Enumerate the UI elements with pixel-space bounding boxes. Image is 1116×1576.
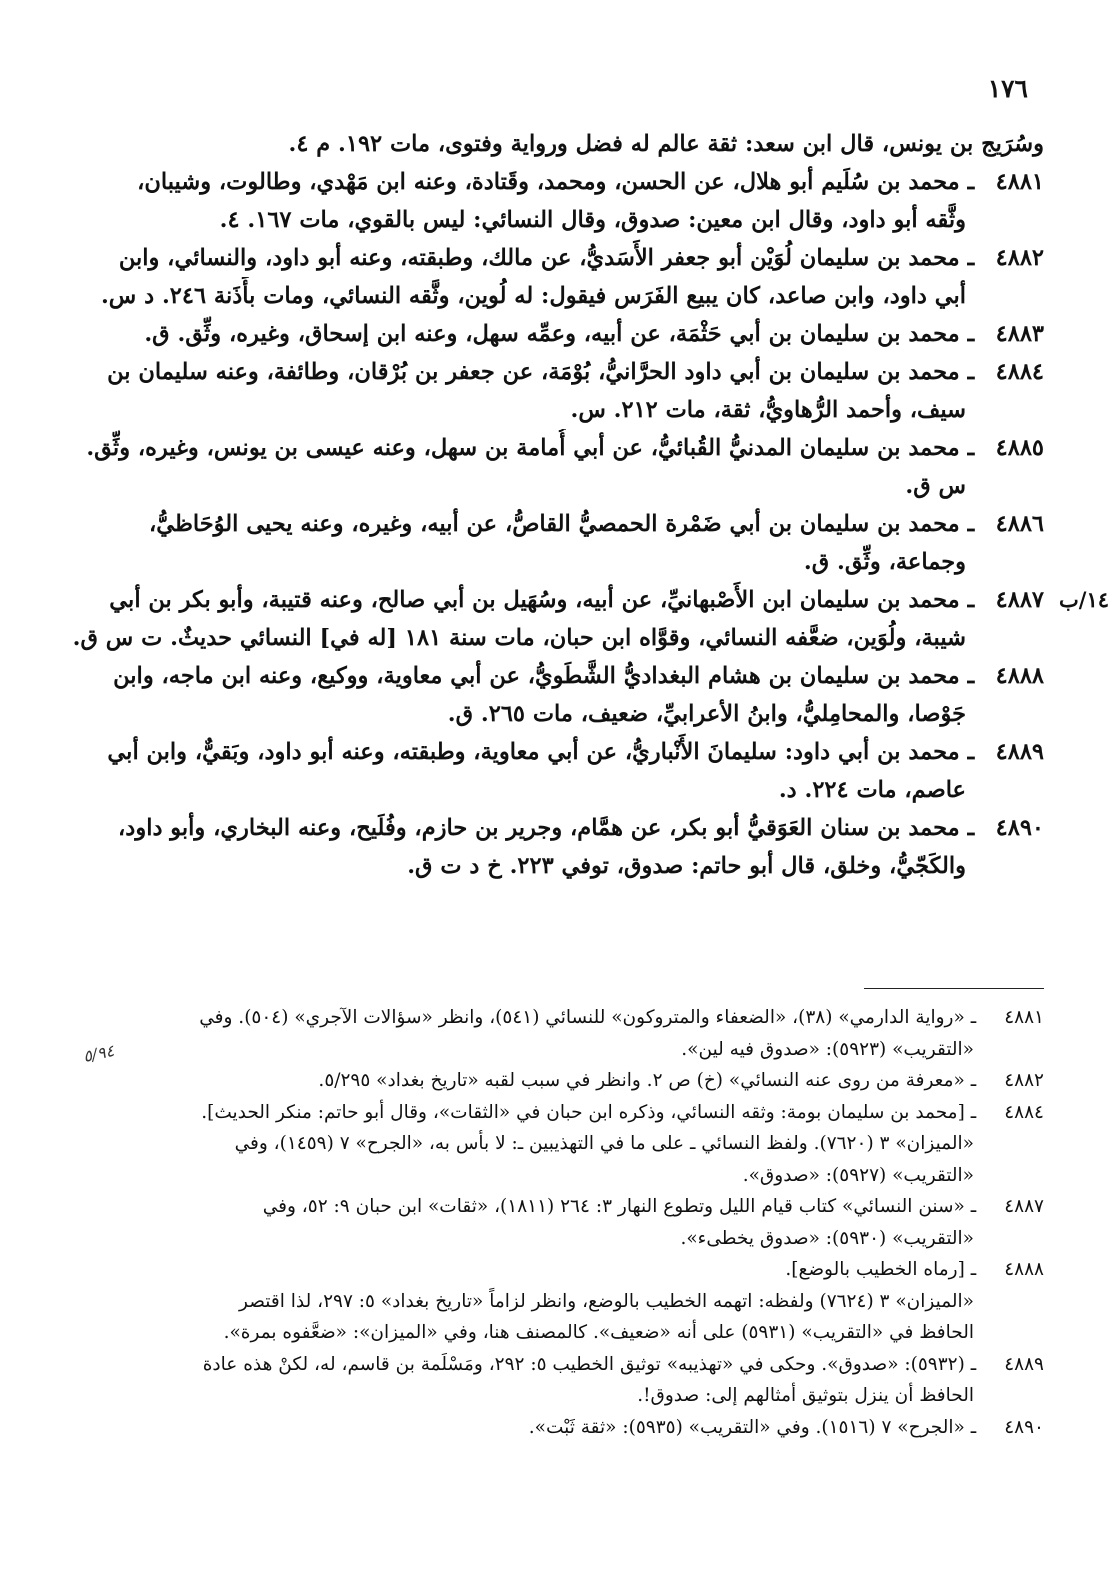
footnote-text: «رواية الدارمي» (٣٨)، «الضعفاء والمتروكون» للنسائي (٥٤١)، وانظر «سؤالات الآجري» (٥٠٤). وفي — [199, 1007, 965, 1028]
footnote-line — [59, 1223, 1044, 1255]
footnote-text: «الميزان» ٣ (٧٦٢٤) ولفظه: اتهمه الخطيب بالوضع، وانظر لزاماً «تاريخ بغداد» ٥: ٢٩٧، لذا اقتصر — [239, 1290, 974, 1312]
footnote-text: «التقريب» (٥٩٣٠): «صدوق يخطىء». — [680, 1227, 974, 1249]
biography-text: شيبة، ولُوَين، ضعَّفه النسائي، وقوَّاه ابن حبان، مات سنة ١٨١ [له في] النسائي حديثٌ. ت س ق. — [72, 625, 966, 651]
biography-entry — [59, 505, 1044, 581]
handwritten-annotation: ٥/٩٤ — [81, 1040, 116, 1067]
footnote-entry — [59, 1065, 1044, 1097]
footnote-text: الحافظ في «التقريب» (٥٩٣١) على أنه «ضعيف». كالمصنف هنا، وفي «الميزان»: «ضعَّفوه بمرة». — [223, 1322, 974, 1343]
biography-entry — [59, 163, 1044, 239]
footnote-number: ٤٨٨٤ — [1004, 1101, 1044, 1123]
biography-line — [59, 277, 1044, 315]
biography-entry — [59, 581, 1109, 657]
footnote-line: ٤٨٨٧ ـ «سنن النسائي» كتاب قيام الليل وتطوع النهار ٣: ٢٦٤ (١٨١١)، «ثقات» ابن حبان ٩: ٥٢، وفي — [59, 1191, 1044, 1223]
footnote-number: ٤٨٨٩ — [1004, 1353, 1044, 1375]
biography-line — [59, 695, 1044, 733]
footnote-line — [59, 1128, 1044, 1160]
biography-line: ٤٨٨٥ ـ محمد بن سليمان المدنيُّ القُبائيُّ، عن أبي أُمامة بن سهل، وعنه عيسى بن يونس، وغيره، وثِّق. — [59, 429, 1044, 467]
biography-text: محمد بن سليمان لُوَيْن أبو جعفر الأَسَديُّ، عن مالك، وطبقته، وعنه أبو داود، والنسائي، وابن — [118, 245, 960, 271]
footnote-line: ٤٨٩٠ ـ «الجرح» ٧ (١٥١٦). وفي «التقريب» (٥٩٣٥): «ثقة ثَبْت». — [59, 1412, 1044, 1444]
footnote-text: الحافظ أن ينزل بتوثيق أمثالهم إلى: صدوق!. — [637, 1385, 974, 1406]
footnote-number: ٤٨٨١ — [1004, 1007, 1044, 1028]
biography-entry — [59, 657, 1044, 733]
page-number: ١٧٦ — [987, 74, 1028, 103]
footnote-line: ٤٨٨٢ ـ «معرفة من روى عنه النسائي» (خ) ص ٢. وانظر في سبب لقبه «تاريخ بغداد» ٥/٢٩٥. — [59, 1065, 1044, 1097]
biography-number: ٤٨٨٩ — [995, 739, 1044, 765]
biography-entry — [59, 733, 1044, 809]
biography-line — [59, 847, 1044, 885]
biography-line — [59, 619, 1044, 657]
biography-entry — [59, 239, 1044, 315]
footnote-entry — [59, 1254, 1044, 1349]
footnote-line — [59, 1380, 1044, 1412]
footnote-line: ٤٨٨٨ ـ [رماه الخطيب بالوضع]. — [59, 1254, 1044, 1286]
biography-entry — [59, 353, 1044, 429]
footnote-number: ٤٨٨٧ — [1004, 1196, 1044, 1217]
footnote-number: ٤٨٨٢ — [1004, 1070, 1044, 1091]
footnote-text: [محمد بن سليمان بومة: وثقه النسائي، وذكره ابن حبان في «الثقات»، وقال أبو حاتم: منكر الحديث]. — [201, 1101, 965, 1123]
biography-text: جَوْصا، والمحامِليُّ، وابنُ الأعرابيِّ، ضعيف، مات ٢٦٥. ق. — [447, 701, 966, 727]
footnote-line: ٤٨٨٤ ـ [محمد بن سليمان بومة: وثقه النسائي، وذكره ابن حبان في «الثقات»، وقال أبو حاتم: منكر الحديث]. — [59, 1097, 1044, 1129]
biography-text: محمد بن سُلَيم أبو هلال، عن الحسن، ومحمد، وقَتادة، وعنه ابن مَهْدي، وطالوت، وشيبان، — [137, 169, 960, 195]
biography-text: وسُرَيج بن يونس، قال ابن سعد: ثقة عالم له فضل ورواية وفتوى، مات ١٩٢. م ٤. — [288, 131, 1044, 157]
biography-line: ٤٨٨٤ ـ محمد بن سليمان بن أبي داود الحرَّانيُّ، بُوْمَة، عن جعفر بن بُرْقان، وطائفة، وعنه سليمان بن — [59, 353, 1044, 391]
biography-line: ٤٨٩٠ ـ محمد بن سنان العَوَقيُّ أبو بكر، عن همَّام، وجرير بن حازم، وفُلَيح، وعنه البخاري، وأبو داود، — [59, 809, 1044, 847]
biography-number: ٤٨٨٦ — [995, 511, 1044, 537]
biography-text: محمد بن سليمان بن أبي ضَمْرة الحمصيُّ القاصُّ، عن أبيه، وغيره، وعنه يحيى الوُحَاظيُّ، — [148, 511, 960, 537]
footnote-number: ٤٨٩٠ — [1004, 1416, 1044, 1438]
biography-text: محمد بن سليمان ابن الأَصْبهانيِّ، عن أبيه، وسُهَيل بن أبي صالح، وعنه قتيبة، وأبو بكر بن أبي — [109, 587, 960, 613]
footnote-text: «الجرح» ٧ (١٥١٦). وفي «التقريب» (٥٩٣٥): «ثقة ثَبْت». — [528, 1416, 965, 1438]
footnotes — [59, 1002, 1044, 1443]
footnote-line — [59, 1317, 1044, 1349]
biography-entry — [59, 429, 1044, 505]
footnote-line — [59, 1034, 1044, 1066]
biography-line — [59, 125, 1044, 163]
biography-number: ٤٨٨٣ — [995, 321, 1044, 347]
footnote-entry — [59, 1097, 1044, 1192]
footnote-text: «التقريب» (٥٩٢٣): «صدوق فيه لين». — [681, 1038, 974, 1060]
biography-line: ٤٨٨٣ ـ محمد بن سليمان بن أبي حَثْمَة، عن أبيه، وعمِّه سهل، وعنه ابن إسحاق، وغيره، وثِّق. ق. — [59, 315, 1044, 353]
biography-text: محمد بن سليمان بن أبي حَثْمَة، عن أبيه، وعمِّه سهل، وعنه ابن إسحاق، وغيره، وثِّق. ق. — [144, 321, 960, 347]
biography-line — [59, 201, 1044, 239]
biography-text: محمد بن سليمان بن هشام البغداديُّ الشَّطَويُّ، عن أبي معاوية، ووكيع، وعنه ابن ماجه، وابن — [113, 663, 960, 689]
footnote-line: ٤٨٨٩ ـ (٥٩٣٢): «صدوق». وحكى في «تهذيبه» توثيق الخطيب ٥: ٢٩٢، ومَسْلَمة بن قاسم، له، لكنْ هذه عادة — [59, 1349, 1044, 1381]
biography-line: ٤٨٨٦ ـ محمد بن سليمان بن أبي ضَمْرة الحمصيُّ القاصُّ، عن أبيه، وغيره، وعنه يحيى الوُحَاظيُّ، — [59, 505, 1044, 543]
footnote-text: «سنن النسائي» كتاب قيام الليل وتطوع النهار ٣: ٢٦٤ (١٨١١)، «ثقات» ابن حبان ٩: ٥٢، وفي — [262, 1196, 965, 1217]
footnote-text: «الميزان» ٣ (٧٦٢٠). ولفظ النسائي ـ على ما في التهذيبين ـ: لا بأس به، «الجرح» ٧ (١٤٥٩)، وفي — [234, 1133, 974, 1154]
footnote-line — [59, 1286, 1044, 1318]
margin-note: ١٤/ب — [1058, 587, 1109, 612]
biography-line: ٤٨٨٢ ـ محمد بن سليمان لُوَيْن أبو جعفر الأَسَديُّ، عن مالك، وطبقته، وعنه أبو داود، والنسائي، وابن — [59, 239, 1044, 277]
biography-entry — [59, 125, 1044, 163]
biography-text: محمد بن سليمان بن أبي داود الحرَّانيُّ، بُوْمَة، عن جعفر بن بُرْقان، وطائفة، وعنه سليمان بن — [107, 359, 960, 385]
biography-line — [59, 543, 1044, 581]
footnote-entry — [59, 1349, 1044, 1412]
biography-number: ٤٨٨١ — [995, 169, 1044, 195]
biography-text: محمد بن سليمان المدنيُّ القُبائيُّ، عن أبي أُمامة بن سهل، وعنه عيسى بن يونس، وغيره، وثِّق. — [86, 435, 960, 461]
biography-entry — [59, 315, 1044, 353]
footnote-entry — [59, 1412, 1044, 1444]
footnote-line — [59, 1160, 1044, 1192]
biography-text: سيف، وأحمد الرُّهاويُّ، ثقة، مات ٢١٢. س. — [570, 397, 966, 423]
biography-line: ٤٨٨٨ ـ محمد بن سليمان بن هشام البغداديُّ الشَّطَويُّ، عن أبي معاوية، ووكيع، وعنه ابن ماجه، وابن — [59, 657, 1044, 695]
biography-line: ٤٨٨٧ ـ محمد بن سليمان ابن الأَصْبهانيِّ، عن أبيه، وسُهَيل بن أبي صالح، وعنه قتيبة، وأبو بكر بن أبي — [59, 581, 1044, 619]
biography-line — [59, 391, 1044, 429]
footnote-number: ٤٨٨٨ — [1004, 1259, 1044, 1280]
biography-text: وثَّقه أبو داود، وقال ابن معين: صدوق، وقال النسائي: ليس بالقوي، مات ١٦٧. ٤. — [219, 207, 966, 233]
main-text — [59, 125, 1109, 885]
biography-line — [59, 771, 1044, 809]
biography-line: ٤٨٨١ ـ محمد بن سُلَيم أبو هلال، عن الحسن، ومحمد، وقَتادة، وعنه ابن مَهْدي، وطالوت، وشيبان، — [59, 163, 1044, 201]
biography-number: ٤٨٨٤ — [995, 359, 1044, 385]
biography-text: محمد بن أبي داود: سليمانَ الأَنْباريُّ، عن أبي معاوية، وطبقته، وعنه أبو داود، وبَقيٌّ، وابن أبي — [107, 739, 960, 765]
biography-number: ٤٨٨٥ — [995, 435, 1044, 461]
biography-number: ٤٨٩٠ — [995, 815, 1044, 841]
biography-text: محمد بن سنان العَوَقيُّ أبو بكر، عن همَّام، وجرير بن حازم، وفُلَيح، وعنه البخاري، وأبو داود، — [118, 815, 960, 841]
biography-text: س ق. — [905, 473, 966, 499]
biography-entry — [59, 809, 1044, 885]
footnote-entry — [59, 1002, 1044, 1065]
footnote-text: «التقريب» (٥٩٢٧): «صدوق». — [742, 1164, 974, 1186]
biography-text: أبي داود، وابن صاعد، كان يبيع الفَرَس فيقول: له لُوين، وثَّقه النسائي، ومات بأَذَنة ٢٤٦. د س. — [100, 283, 966, 309]
biography-number: ٤٨٨٧ — [995, 587, 1044, 613]
footnote-text: (٥٩٣٢): «صدوق». وحكى في «تهذيبه» توثيق الخطيب ٥: ٢٩٢، ومَسْلَمة بن قاسم، له، لكنْ هذه عادة — [202, 1353, 965, 1375]
footnote-entry — [59, 1191, 1044, 1254]
biography-line — [59, 467, 1044, 505]
biography-text: عاصم، مات ٢٢٤. د. — [778, 777, 966, 803]
footnote-separator — [864, 988, 1044, 989]
footnote-text: «معرفة من روى عنه النسائي» (خ) ص ٢. وانظر في سبب لقبه «تاريخ بغداد» ٥/٢٩٥. — [318, 1070, 965, 1091]
biography-text: وجماعة، وثِّق. ق. — [803, 549, 966, 575]
footnote-line: ٤٨٨١ ـ «رواية الدارمي» (٣٨)، «الضعفاء والمتروكون» للنسائي (٥٤١)، وانظر «سؤالات الآجري» (٥٠٤). وفي — [59, 1002, 1044, 1034]
biography-number: ٤٨٨٢ — [995, 245, 1044, 271]
biography-line: ٤٨٨٩ ـ محمد بن أبي داود: سليمانَ الأَنْباريُّ، عن أبي معاوية، وطبقته، وعنه أبو داود، وبَقيٌّ، وابن أبي — [59, 733, 1044, 771]
footnote-text: [رماه الخطيب بالوضع]. — [785, 1259, 965, 1280]
biography-number: ٤٨٨٨ — [995, 663, 1044, 689]
biography-text: والكَجّيُّ، وخلق، قال أبو حاتم: صدوق، توفي ٢٢٣. خ د ت ق. — [407, 853, 966, 879]
